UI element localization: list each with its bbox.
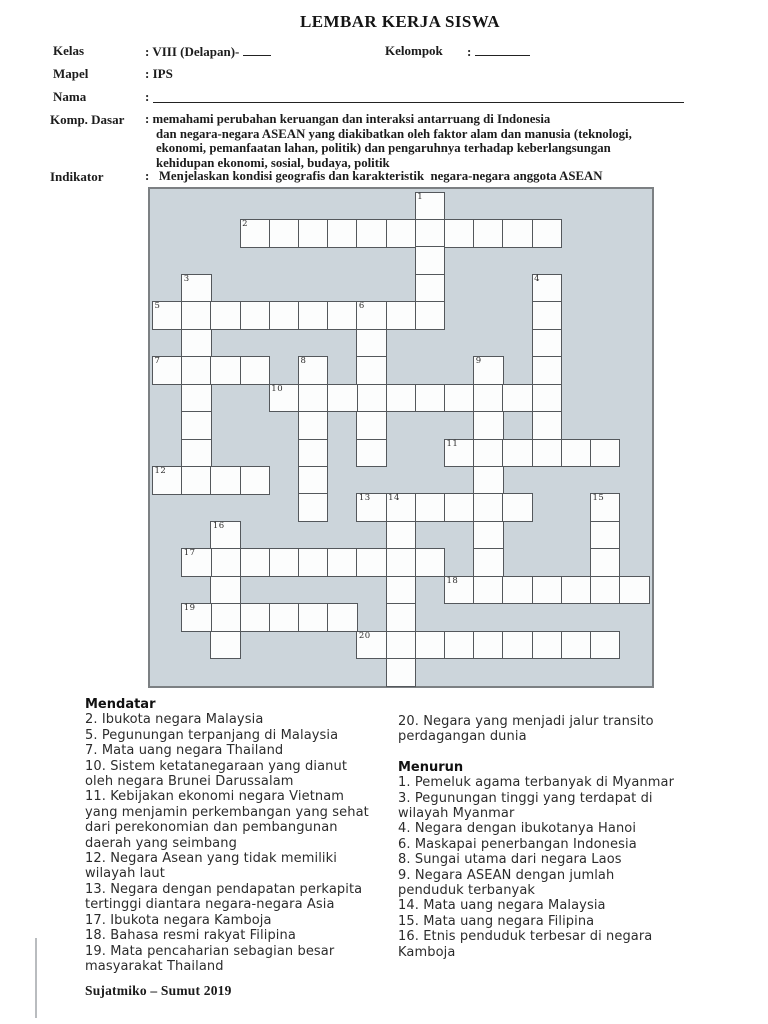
clue-number: 19 bbox=[183, 603, 196, 614]
clue-line: 6. Maskapai penerbangan Indonesia bbox=[398, 836, 637, 852]
clue-number: 4 bbox=[534, 273, 541, 284]
clue-number: 5 bbox=[154, 301, 161, 312]
clue-spacer bbox=[398, 744, 738, 759]
across-clue-20 bbox=[398, 714, 738, 745]
mapel-value: : IPS bbox=[145, 66, 173, 81]
clue-number: 12 bbox=[154, 466, 167, 476]
clue-number: 15 bbox=[592, 493, 605, 504]
clue-line: 16. Etnis penduduk terbesar di negara bbox=[398, 929, 653, 945]
clue-line: yang menjamin perkembangan yang sehat bbox=[85, 804, 369, 820]
clue-number: 10 bbox=[271, 383, 284, 394]
clue-line: 2. Ibukota negara Malaysia bbox=[85, 712, 264, 728]
clue-number: 8 bbox=[300, 356, 307, 367]
clue-number: 6 bbox=[358, 301, 365, 312]
kelas-value-text: : VIII (Delapan)- bbox=[145, 44, 243, 59]
kelompok-blank-line bbox=[475, 43, 530, 56]
clue-line: 17. Ibukota negara Kamboja bbox=[85, 912, 272, 928]
clue-line: wilayah laut bbox=[85, 866, 165, 882]
clue-line: tertinggi diantara negara-negara Asia bbox=[85, 897, 335, 913]
clues-across-heading: Mendatar bbox=[85, 697, 156, 712]
clue-number: 11 bbox=[446, 438, 459, 449]
clue-number: 9 bbox=[475, 356, 482, 367]
clue-number: 2 bbox=[242, 218, 249, 229]
clue-line: 11. Kebijakan ekonomi negara Vietnam bbox=[85, 789, 345, 805]
down-clue-list bbox=[398, 775, 738, 960]
footer-credit: Sujatmiko – Sumut 2019 bbox=[85, 983, 232, 998]
page-title: LEMBAR KERJA SISWA bbox=[300, 12, 500, 31]
clue-line: 18. Bahasa resmi rakyat Filipina bbox=[85, 928, 296, 944]
clue-number: 14 bbox=[388, 493, 400, 504]
kelompok-value bbox=[467, 43, 530, 60]
clue-line: penduduk terbanyak bbox=[398, 882, 536, 898]
clues-down-heading: Menurun bbox=[398, 759, 464, 775]
kelas-blank-line bbox=[243, 43, 271, 56]
nama-label: Nama bbox=[53, 89, 87, 104]
across-clue-list bbox=[85, 712, 405, 974]
kelompok-colon: : bbox=[467, 44, 472, 59]
clue-line: 4. Negara dengan ibukotanya Hanoi bbox=[398, 821, 637, 837]
clue-number: 13 bbox=[358, 493, 371, 504]
clue-line: oleh negara Brunei Darussalam bbox=[85, 774, 294, 790]
clue-line: 9. Negara ASEAN dengan jumlah bbox=[398, 867, 615, 883]
clue-line: masyarakat Thailand bbox=[85, 958, 224, 974]
kelas-value bbox=[145, 43, 271, 60]
kelompok-label: Kelompok bbox=[385, 43, 443, 58]
clue-line: wilayah Myanmar bbox=[398, 805, 515, 821]
scan-margin-line bbox=[35, 938, 37, 1018]
clue-number: 16 bbox=[212, 520, 225, 531]
clue-line: 19. Mata pencaharian sebagian besar bbox=[85, 943, 335, 959]
crossword-grid bbox=[148, 187, 654, 688]
clue-line: 10. Sistem ketatanegaraan yang dianut bbox=[85, 758, 348, 774]
komp-dasar-line: dan negara-negara ASEAN yang diakibatkan oleh faktor alam dan manusia (teknologi, bbox=[156, 126, 632, 141]
clues-down-column bbox=[398, 714, 738, 960]
clues-across-column bbox=[85, 697, 405, 974]
mapel-label: Mapel bbox=[53, 66, 89, 81]
clue-line: 3. Pegunungan tinggi yang terdapat di bbox=[398, 790, 653, 806]
clue-number: 7 bbox=[154, 356, 161, 367]
clue-line: daerah yang seimbang bbox=[85, 835, 237, 851]
komp-dasar-line: ekonomi, pemanfaatan lahan, politik) dan pengaruhnya terhadap keberlangsungan bbox=[156, 141, 611, 155]
clue-line: 20. Negara yang menjadi jalur transito bbox=[398, 713, 654, 729]
clue-line: 13. Negara dengan pendapatan perkapita bbox=[85, 881, 363, 897]
komp-dasar-label: Komp. Dasar bbox=[50, 112, 125, 127]
nama-colon: : bbox=[145, 89, 150, 104]
clue-line: 14. Mata uang negara Malaysia bbox=[398, 898, 606, 914]
indikator-label: Indikator bbox=[50, 169, 104, 184]
komp-dasar-line: kehidupan ekonomi, sosial, budaya, politik bbox=[156, 155, 390, 170]
clue-line: 7. Mata uang negara Thailand bbox=[85, 743, 284, 759]
clue-line: 1. Pemeluk agama terbanyak di Myanmar bbox=[398, 775, 675, 791]
clue-line: 12. Negara Asean yang tidak memiliki bbox=[85, 851, 337, 867]
clue-line: 5. Pegunungan terpanjang di Malaysia bbox=[85, 727, 339, 743]
clue-line: perdagangan dunia bbox=[398, 728, 527, 744]
nama-blank-line bbox=[153, 89, 684, 103]
indikator-value: : Menjelaskan kondisi geografis dan karakteristik negara-negara anggota ASEAN bbox=[145, 169, 603, 183]
kelas-label: Kelas bbox=[53, 43, 85, 58]
clue-number: 18 bbox=[446, 575, 459, 586]
clue-number: 20 bbox=[358, 630, 371, 641]
clue-number: 17 bbox=[183, 548, 196, 559]
komp-dasar-line: : memahami perubahan keruangan dan interaksi antarruang di Indonesia bbox=[145, 112, 551, 126]
clue-line: 8. Sungai utama dari negara Laos bbox=[398, 852, 622, 868]
clue-line: dari perekonomian dan pembangunan bbox=[85, 820, 338, 836]
clue-line: Kamboja bbox=[398, 944, 456, 960]
clue-number: 1 bbox=[417, 191, 424, 202]
clue-number: 3 bbox=[183, 273, 190, 284]
clue-line: 15. Mata uang negara Filipina bbox=[398, 913, 595, 929]
